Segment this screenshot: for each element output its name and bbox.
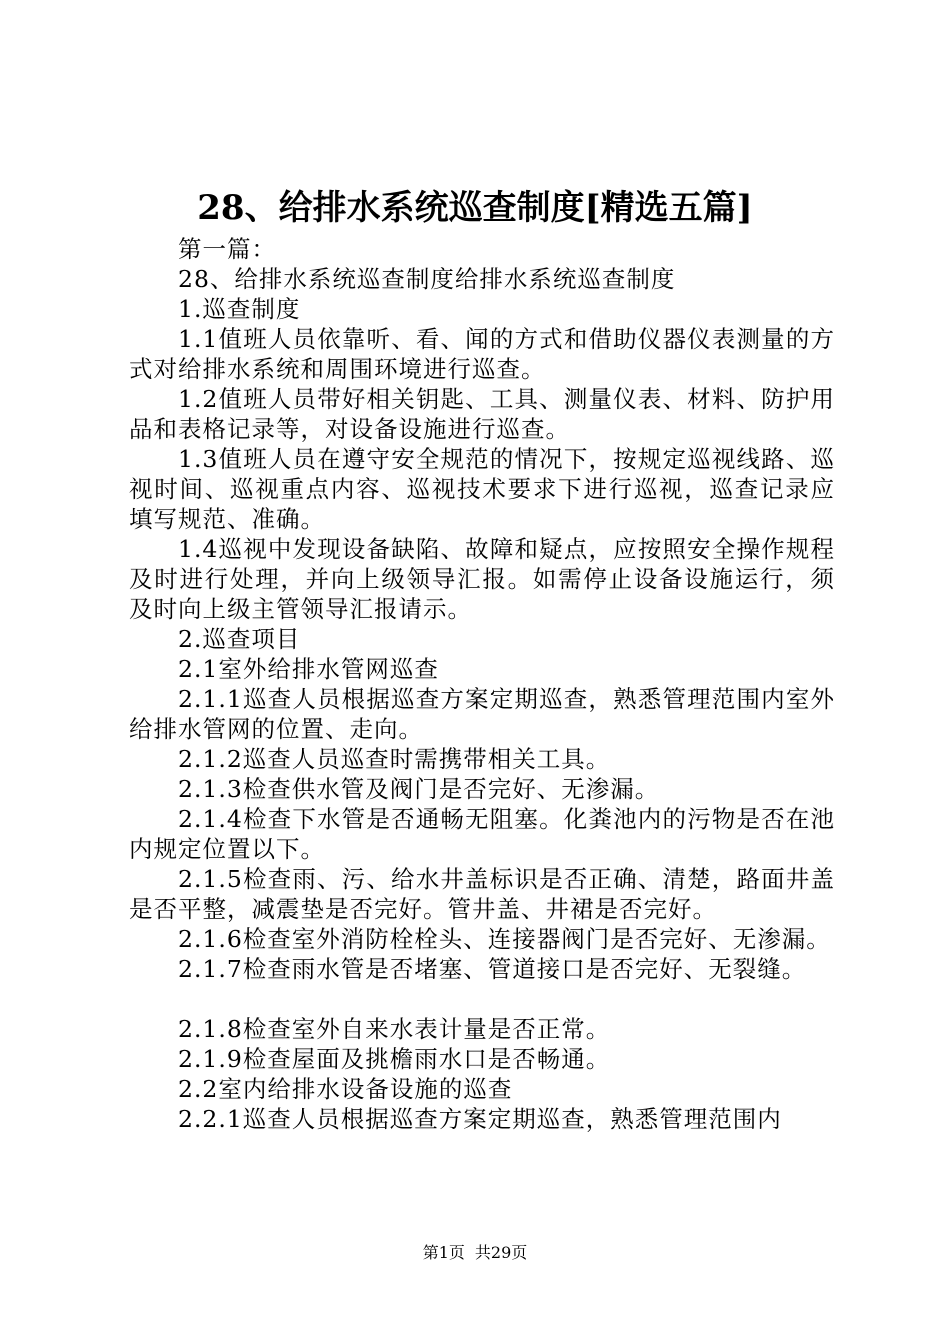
page-total: 共29页: [474, 1243, 528, 1262]
paragraph: 2.1.9检查屋面及挑檐雨水口是否畅通。: [178, 1045, 611, 1073]
page-footer: [0, 1242, 950, 1264]
paragraph: 2.1.7检查雨水管是否堵塞、管道接口是否完好、无裂缝。: [178, 955, 807, 983]
paragraph: 2.巡查项目: [178, 625, 301, 653]
paragraph: 2.1.8检查室外自来水表计量是否正常。: [178, 1015, 611, 1043]
paragraph: 2.1.2巡查人员巡查时需携带相关工具。: [178, 745, 611, 773]
paragraph: 1.巡查制度: [178, 295, 301, 323]
paragraph: 2.1.6检查室外消防栓栓头、连接器阀门是否完好、无渗漏。: [178, 925, 831, 953]
document-body: [129, 234, 835, 1134]
paragraph: 2.1.4检查下水管是否通畅无阻塞。化粪池内的污物是否在池内规定位置以下。: [129, 805, 835, 863]
document-title: 28、给排水系统巡查制度[精选五篇]: [197, 188, 753, 228]
paragraph: 2.1.3检查供水管及阀门是否完好、无渗漏。: [178, 775, 660, 803]
paragraph: 1.1值班人员依靠听、看、闻的方式和借助仪器仪表测量的方式对给排水系统和周围环境进行巡查。: [129, 325, 835, 383]
paragraph: 1.3值班人员在遵守安全规范的情况下，按规定巡视线路、巡视时间、巡视重点内容、巡视技术要求下进行巡视，巡查记录应填写规范、准确。: [129, 445, 835, 533]
paragraph: 1.2值班人员带好相关钥匙、工具、测量仪表、材料、防护用品和表格记录等，对设备设施进行巡查。: [129, 385, 835, 443]
paragraph: 2.1.5检查雨、污、给水井盖标识是否正确、清楚，路面井盖是否平整，减震垫是否完好。管井盖、井裙是否完好。: [129, 865, 835, 923]
paragraph: 2.1.1巡查人员根据巡查方案定期巡查，熟悉管理范围内室外给排水管网的位置、走向。: [129, 685, 835, 743]
paragraph: 2.2.1巡查人员根据巡查方案定期巡查，熟悉管理范围内: [178, 1105, 782, 1133]
paragraph: 28、给排水系统巡查制度给排水系统巡查制度: [178, 265, 676, 293]
paragraph: 2.1室外给排水管网巡查: [178, 655, 439, 683]
paragraph: 2.2室内给排水设备设施的巡查: [178, 1075, 513, 1103]
page-number: 第1页: [422, 1243, 465, 1262]
paragraph: 第一篇：: [178, 235, 276, 263]
paragraph: 1.4巡视中发现设备缺陷、故障和疑点，应按照安全操作规程及时进行处理，并向上级领导汇报。如需停止设备设施运行，须及时向上级主管领导汇报请示。: [129, 535, 835, 623]
blank-line: [129, 984, 835, 1014]
